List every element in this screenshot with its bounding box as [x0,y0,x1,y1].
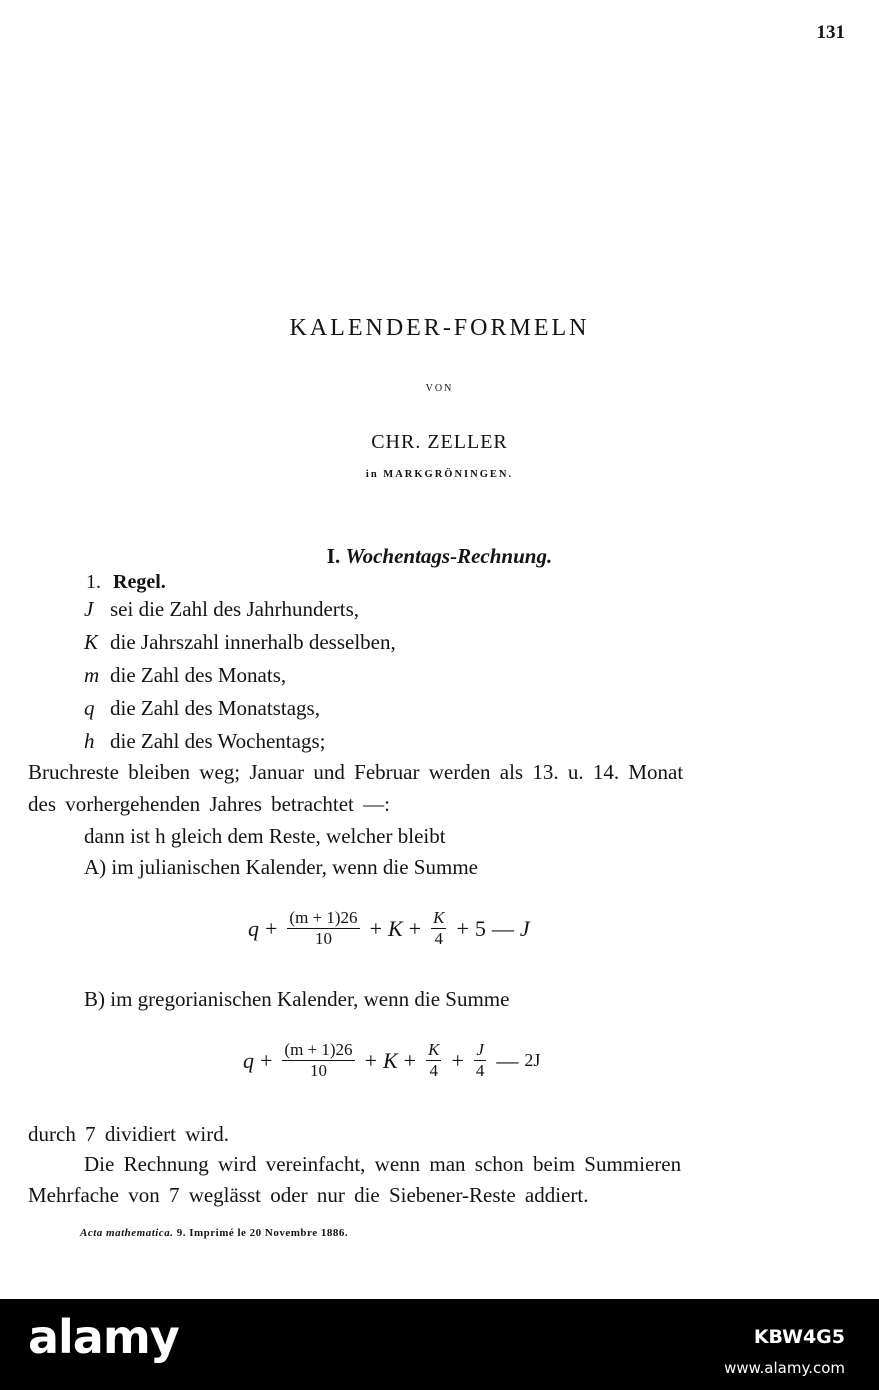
definition-line [84,663,286,688]
rule-heading [86,571,166,594]
watermark-logo: alamy [28,1310,179,1364]
fraction-denominator: 10 [309,1061,327,1080]
paragraph-line: Die Rechnung wird vereinfacht, wenn man schon beim Summieren [84,1152,682,1176]
formula-term: K [387,915,403,941]
fraction-numerator: (m + 1)26 [284,1040,353,1059]
journal-imprint: 9. Imprimé le 20 Novembre 1886. [176,1227,349,1239]
formula-operator: + [265,915,278,941]
section-numeral: I. [326,544,341,568]
formula-operator: + [456,915,469,941]
section-heading [0,544,879,569]
formula-operator: + [260,1047,273,1073]
formula-operator: + [364,1047,377,1073]
von-label: VON [425,383,454,394]
paragraph-line: Bruchreste bleiben weg; Januar und Februar werden als 13. u. 14. Monat [28,760,684,784]
formula-fraction [426,1040,441,1081]
author-affiliation: in MARKGRÖNINGEN. [365,469,514,480]
case-a-line: A) im julianischen Kalender, wenn die Summe [84,855,478,879]
definition-symbol: q [84,696,95,720]
watermark-url: www.alamy.com [724,1359,845,1377]
page-number: 131 [816,22,845,43]
fraction-denominator: 4 [475,1061,485,1080]
fraction-numerator: (m + 1)26 [289,908,358,927]
section-title: Wochentags-Rechnung. [345,544,553,568]
formula-operator: — [496,1047,519,1073]
definition-symbol: h [84,729,95,753]
then-line: dann ist h gleich dem Reste, welcher bleibt [84,824,446,848]
definition-symbol: m [84,663,100,687]
rule-label: Regel. [113,571,166,593]
fraction-denominator: 4 [429,1061,439,1080]
fraction-numerator: K [428,1040,440,1059]
formula-operator: + [408,915,422,941]
fraction-numerator: J [476,1040,484,1059]
definition-text: sei die Zahl des Jahrhunderts, [110,597,360,621]
formula-term: q [248,915,259,941]
formula-operator: + [451,1047,464,1073]
formula-term: q [243,1047,254,1073]
rule-number: 1. [86,571,101,593]
definition-line [84,630,396,655]
definition-text: die Zahl des Monats, [110,663,287,687]
fraction-numerator: K [433,908,445,927]
journal-footer [80,1227,348,1239]
formula-term: 5 [474,915,486,941]
case-b-line: B) im gregorianischen Kalender, wenn die Summe [84,987,510,1011]
definition-line [84,729,325,754]
definition-text: die Zahl des Monatstags, [110,696,320,720]
definition-symbol: J [84,597,94,621]
paragraph-line: des vorhergehenden Jahres betrachtet —: [28,792,390,816]
formula-fraction [474,1040,487,1081]
formula-operator: + [403,1047,417,1073]
formula-term: J [519,915,530,941]
author-name: CHR. ZELLER [371,431,508,453]
paragraph-line: Mehrfache von 7 weglässt oder nur die Siebener-Reste addiert. [28,1183,589,1207]
journal-name: Acta mathematica. [80,1227,174,1239]
watermark-image-id: KBW4G5 [753,1326,845,1348]
fraction-denominator: 10 [314,929,332,948]
definition-text: die Jahrszahl innerhalb desselben, [110,630,396,654]
formula-operator: — [491,915,514,941]
formula-term: K [382,1047,398,1073]
formula-julian [248,908,530,949]
formula-term: 2J [524,1050,541,1070]
definition-symbol: K [84,630,99,654]
definition-text: die Zahl des Wochentags; [110,729,326,753]
formula-fraction [287,908,359,949]
formula-gregorian [243,1040,540,1081]
formula-fraction [431,908,446,949]
divided-line: durch 7 dividiert wird. [28,1122,229,1146]
definition-line [84,597,359,622]
formula-operator: + [369,915,382,941]
formula-fraction [282,1040,354,1081]
paper-title: KALENDER-FORMELN [289,315,590,341]
fraction-denominator: 4 [434,929,444,948]
definition-line [84,696,320,721]
